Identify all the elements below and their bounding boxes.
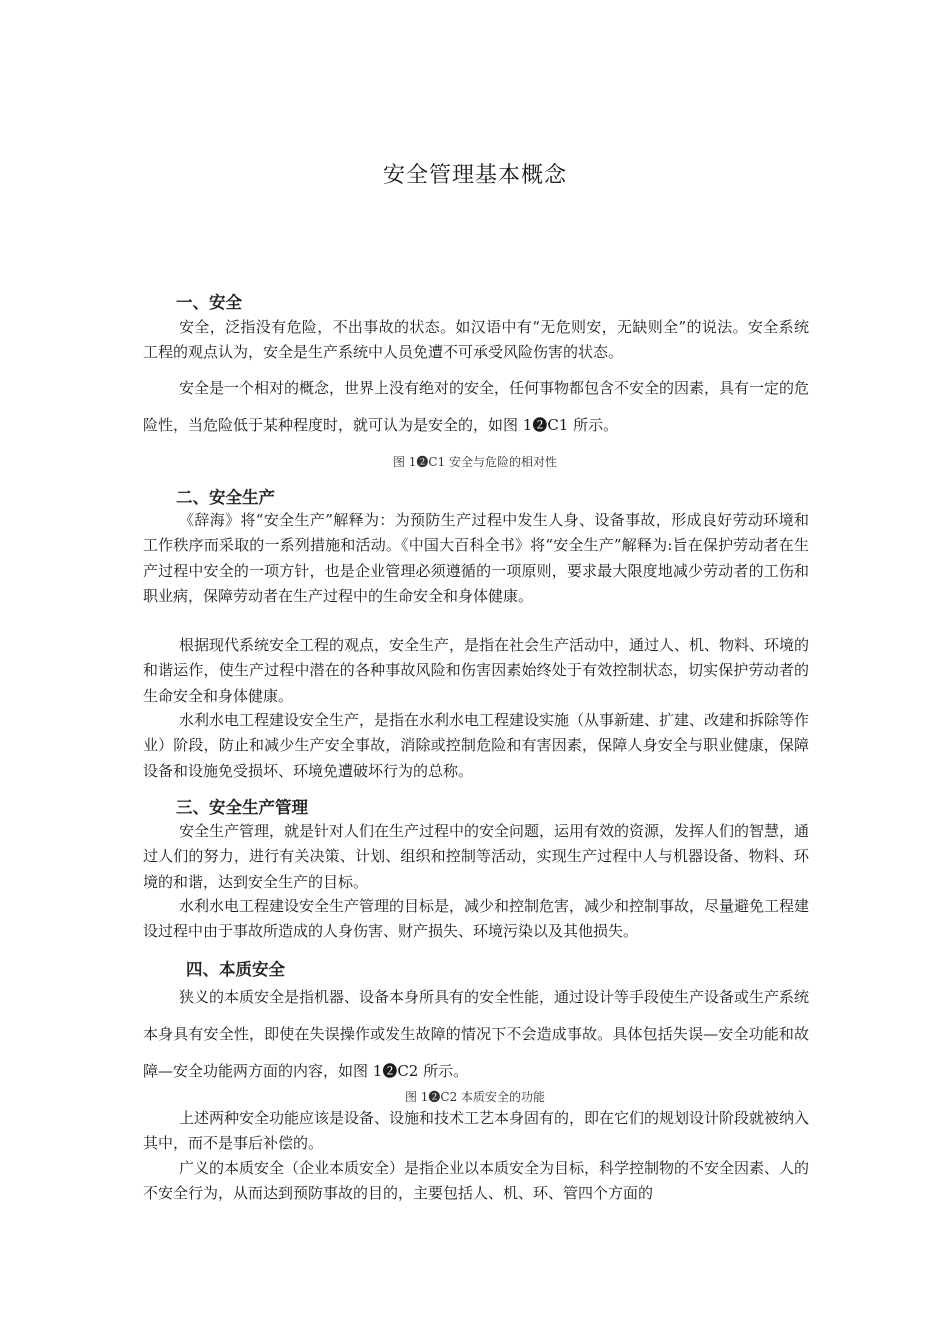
paragraph-2-2: 根据现代系统安全工程的观点，安全生产，是指在社会生产活动中，通过人、机、物料、环境的和谐运作，使生产过程中潜在的各种事故风险和伤害因素始终处于有效控制状态，切实保护劳动者的生命安全和身体健康。 xyxy=(143,636,810,705)
paragraph-4-1: 狭义的本质安全是指机器、设备本身所具有的安全性能，通过设计等手段使生产设备或生产系统本身具有安全性，即使在失误操作或发生故障的情况下不会造成事故。具体包括失误—安全功能和故障—安全功能两方面的内容，如图 1❷C2 所示。 xyxy=(143,988,810,1080)
section-heading-1: 一、安全 xyxy=(176,293,242,312)
paragraph-2-3: 水利水电工程建设安全生产，是指在水利水电工程建设实施（从事新建、扩建、改建和拆除等作业）阶段，防止和减少生产安全事故，消除或控制危险和有害因素，保障人身安全与职业健康，保障设备和设施免受损坏、环境免遭破坏行为的总称。 xyxy=(143,711,810,780)
paragraph-3-2: 水利水电工程建设安全生产管理的目标是，减少和控制危害，减少和控制事故，尽量避免工程建设过程中由于事故所造成的人身伤害、财产损失、环境污染以及其他损失。 xyxy=(143,897,810,941)
paragraph-4-3: 广义的本质安全（企业本质安全）是指企业以本质安全为目标，科学控制物的不安全因素、人的不安全行为，从而达到预防事故的目的，主要包括人、机、环、管四个方面的 xyxy=(143,1159,810,1203)
figure-caption-1: 图 1❷C1 安全与危险的相对性 xyxy=(392,455,558,469)
section-heading-2: 二、安全生产 xyxy=(176,488,275,507)
section-heading-3: 三、安全生产管理 xyxy=(176,798,308,817)
paragraph-2-1: 《辞海》将“安全生产”解释为：为预防生产过程中发生人身、设备事故，形成良好劳动环境和工作秩序而采取的一系列措施和活动。《中国大百科全书》将“安全生产”解释为:旨在保护劳动者在生产过程中安全的一项方针，也是企业管理必须遵循的一项原则，要求最大限度地减少劳动者的工伤和职业病，保障劳动者在生产过程中的生命安全和身体健康。 xyxy=(143,511,809,605)
figure-caption-2: 图 1❷C2 本质安全的功能 xyxy=(404,1090,546,1104)
paragraph-1-1: 安全，泛指没有危险，不出事故的状态。如汉语中有“无危则安，无缺则全”的说法。安全系统工程的观点认为，安全是生产系统中人员免遭不可承受风险伤害的状态。 xyxy=(143,318,809,362)
document-title: 安全管理基本概念 xyxy=(382,163,567,188)
paragraph-4-2: 上述两种安全功能应该是设备、设施和技术工艺本身固有的，即在它们的规划设计阶段就被纳入其中，而不是事后补偿的。 xyxy=(143,1109,810,1153)
section-heading-4: 四、本质安全 xyxy=(186,960,285,979)
paragraph-1-2: 安全是一个相对的概念，世界上没有绝对的安全，任何事物都包含不安全的因素，具有一定的危险性，当危险低于某种程度时，就可认为是安全的，如图 1❷C1 所示。 xyxy=(143,379,810,434)
paragraph-3-1: 安全生产管理，就是针对人们在生产过程中的安全问题，运用有效的资源，发挥人们的智慧，通过人们的努力，进行有关决策、计划、组织和控制等活动，实现生产过程中人与机器设备、物料、环境的和谐，达到安全生产的目标。 xyxy=(143,822,810,891)
